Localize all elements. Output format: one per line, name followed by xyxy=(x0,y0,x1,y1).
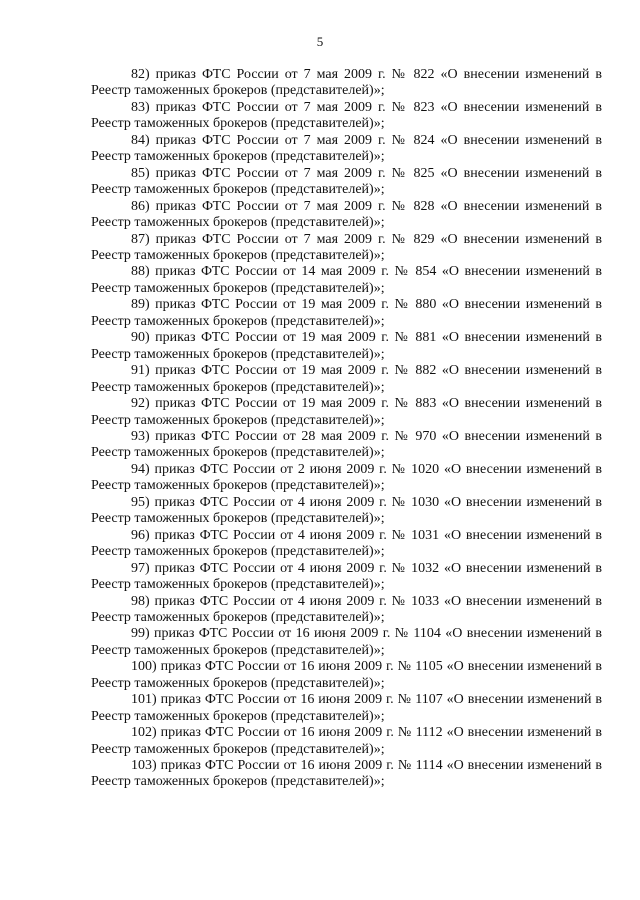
list-item: 96) приказ ФТС России от 4 июня 2009 г. № 1031 «О внесении изменений в Реестр таможенных брокеров (представителей)»; xyxy=(91,527,602,560)
list-item: 102) приказ ФТС России от 16 июня 2009 г. № 1112 «О внесении изменений в Реестр таможенных брокеров (представителей)»; xyxy=(91,725,602,757)
list-item: 99) приказ ФТС России от 16 июня 2009 г. № 1104 «О внесении изменений в Реестр таможенных брокеров (представителей)»; xyxy=(91,626,602,658)
list-item: 85) приказ ФТС России от 7 мая 2009 г. № 825 «О внесении изменений в Реестр таможенных брокеров (представителей)»; xyxy=(91,165,602,198)
order-list xyxy=(91,67,602,791)
list-item: 100) приказ ФТС России от 16 июня 2009 г. № 1105 «О внесении изменений в Реестр таможенных брокеров (представителей)»; xyxy=(91,659,602,691)
list-item: 88) приказ ФТС России от 14 мая 2009 г. № 854 «О внесении изменений в Реестр таможенных брокеров (представителей)»; xyxy=(91,264,602,296)
list-item: 89) приказ ФТС России от 19 мая 2009 г. № 880 «О внесении изменений в Реестр таможенных брокеров (представителей)»; xyxy=(91,297,602,329)
list-item: 82) приказ ФТС России от 7 мая 2009 г. № 822 «О внесении изменений в Реестр таможенных брокеров (представителей)»; xyxy=(91,67,602,99)
list-item: 92) приказ ФТС России от 19 мая 2009 г. № 883 «О внесении изменений в Реестр таможенных брокеров (представителей)»; xyxy=(91,396,602,428)
list-item: 90) приказ ФТС России от 19 мая 2009 г. № 881 «О внесении изменений в Реестр таможенных брокеров (представителей)»; xyxy=(91,330,602,362)
list-item: 83) приказ ФТС России от 7 мая 2009 г. № 823 «О внесении изменений в Реестр таможенных брокеров (представителей)»; xyxy=(91,99,602,132)
list-item: 93) приказ ФТС России от 28 мая 2009 г. № 970 «О внесении изменений в Реестр таможенных брокеров (представителей)»; xyxy=(91,428,602,461)
list-item: 98) приказ ФТС России от 4 июня 2009 г. № 1033 «О внесении изменений в Реестр таможенных брокеров (представителей)»; xyxy=(91,593,602,625)
list-item: 94) приказ ФТС России от 2 июня 2009 г. № 1020 «О внесении изменений в Реестр таможенных брокеров (представителей)»; xyxy=(91,461,602,494)
list-item: 84) приказ ФТС России от 7 мая 2009 г. № 824 «О внесении изменений в Реестр таможенных брокеров (представителей)»; xyxy=(91,132,602,165)
list-item: 87) приказ ФТС России от 7 мая 2009 г. № 829 «О внесении изменений в Реестр таможенных брокеров (представителей)»; xyxy=(91,231,602,263)
list-item: 97) приказ ФТС России от 4 июня 2009 г. № 1032 «О внесении изменений в Реестр таможенных брокеров (представителей)»; xyxy=(91,560,602,593)
list-item: 91) приказ ФТС России от 19 мая 2009 г. № 882 «О внесении изменений в Реестр таможенных брокеров (представителей)»; xyxy=(91,363,602,395)
list-item: 101) приказ ФТС России от 16 июня 2009 г. № 1107 «О внесении изменений в Реестр таможенных брокеров (представителей)»; xyxy=(91,692,602,724)
page-number: 5 xyxy=(316,34,324,49)
list-item: 103) приказ ФТС России от 16 июня 2009 г. № 1114 «О внесении изменений в Реестр таможенных брокеров (представителей)»; xyxy=(91,758,602,790)
list-item: 95) приказ ФТС России от 4 июня 2009 г. № 1030 «О внесении изменений в Реестр таможенных брокеров (представителей)»; xyxy=(91,494,602,527)
list-item: 86) приказ ФТС России от 7 мая 2009 г. № 828 «О внесении изменений в Реестр таможенных брокеров (представителей)»; xyxy=(91,198,602,231)
